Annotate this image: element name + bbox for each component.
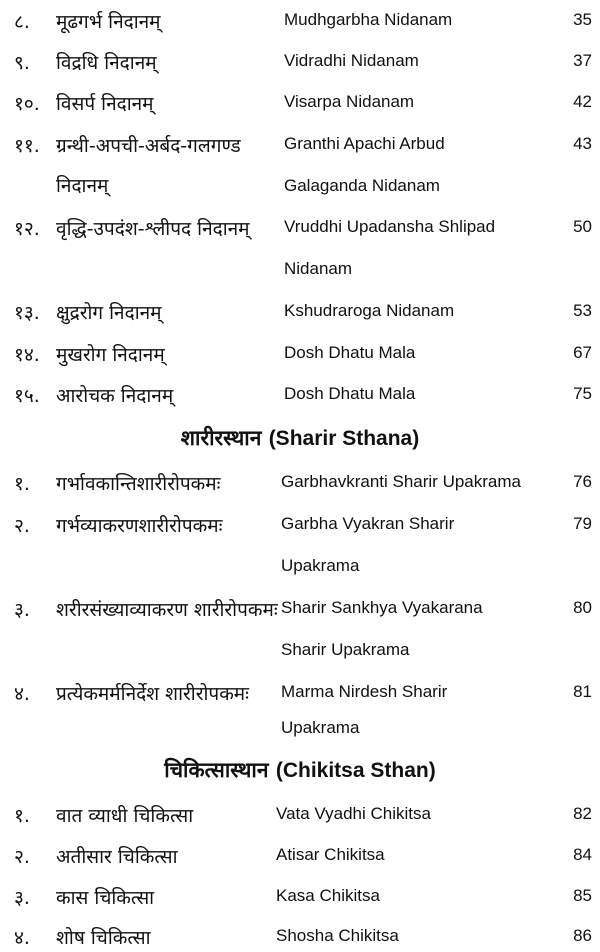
entry-number: ११.	[14, 135, 40, 157]
entry-hindi-title: प्रत्येकमर्मनिर्देश शारीरोपकमः	[56, 683, 249, 705]
toc-row	[0, 215, 600, 295]
entry-english-title: Shosha Chikitsa	[276, 926, 399, 945]
entry-hindi-title: अतीसार चिकित्सा	[56, 846, 178, 868]
entry-page: 35	[573, 10, 592, 29]
entry-page: 80	[573, 598, 592, 617]
entry-page: 37	[573, 51, 592, 70]
entry-english-title-cont: Galaganda Nidanam	[284, 176, 440, 195]
entry-page: 43	[573, 134, 592, 153]
entry-english-title: Garbhavkranti Sharir Upakrama	[281, 472, 521, 491]
entry-page: 75	[573, 384, 592, 403]
toc-row	[0, 512, 600, 592]
entry-hindi-title: मुखरोग निदानम्	[56, 344, 165, 366]
entry-english-title: Kasa Chikitsa	[276, 886, 380, 905]
entry-hindi-title: क्षुद्ररोग निदानम्	[56, 302, 162, 324]
entry-english-title-cont: Sharir Upakrama	[281, 640, 410, 659]
entry-hindi-title: शोष चिकित्सा	[56, 927, 151, 949]
entry-number: ४.	[14, 683, 30, 705]
entry-hindi-title: शरीरसंख्याव्याकरण शारीरोपकमः	[56, 599, 278, 621]
entry-number: १.	[14, 805, 30, 827]
entry-english-title: Granthi Apachi Arbud	[284, 134, 445, 153]
entry-hindi-title: कास चिकित्सा	[56, 887, 155, 909]
toc-row	[0, 49, 600, 89]
entry-hindi-title: गर्भव्याकरणशारीरोपकमः	[56, 515, 223, 537]
toc-row	[0, 8, 600, 48]
toc-row	[0, 924, 600, 952]
toc-row	[0, 132, 600, 212]
section-heading-english: (Chikitsa Sthan)	[275, 759, 436, 782]
toc-row	[0, 596, 600, 676]
entry-number: १४.	[14, 344, 40, 366]
entry-english-title: Dosh Dhatu Mala	[284, 343, 416, 362]
entry-english-title: Kshudraroga Nidanam	[284, 301, 455, 320]
entry-hindi-title: वात व्याधी चिकित्सा	[56, 805, 194, 827]
entry-english-title: Vata Vyadhi Chikitsa	[276, 804, 431, 823]
entry-number: ३.	[14, 599, 30, 621]
entry-page: 81	[573, 682, 592, 701]
entry-hindi-title: मूढगर्भ निदानम्	[56, 11, 161, 33]
entry-hindi-title: विद्रधि निदानम्	[56, 52, 157, 74]
entry-english-title: Sharir Sankhya Vyakarana	[281, 598, 483, 617]
toc-row	[0, 884, 600, 924]
toc-row	[0, 470, 600, 510]
entry-page: 42	[573, 92, 592, 111]
entry-english-title: Visarpa Nidanam	[284, 92, 415, 111]
entry-page: 67	[573, 343, 592, 362]
section-heading-english: (Sharir Sthana)	[268, 427, 420, 450]
toc-row	[0, 802, 600, 842]
entry-english-title: Vidradhi Nidanam	[284, 51, 419, 70]
entry-page: 84	[573, 845, 592, 864]
toc-row	[0, 843, 600, 883]
entry-english-title-cont: Upakrama	[281, 556, 360, 575]
entry-page: 76	[573, 472, 592, 491]
entry-page: 53	[573, 301, 592, 320]
toc-row	[0, 299, 600, 339]
entry-page: 85	[573, 886, 592, 905]
entry-number: १.	[14, 473, 30, 495]
entry-number: २.	[14, 846, 30, 868]
entry-hindi-title: गर्भावकान्तिशारीरोपकमः	[56, 473, 221, 495]
toc-row	[0, 90, 600, 130]
entry-page: 86	[573, 926, 592, 945]
entry-english-title: Marma Nirdesh Sharir	[281, 682, 448, 701]
entry-hindi-title: वृद्धि-उपदंश-श्लीपद निदानम्	[56, 218, 250, 240]
entry-number: १२.	[14, 218, 40, 240]
entry-english-title-cont: Nidanam	[284, 259, 353, 278]
entry-english-title: Atisar Chikitsa	[276, 845, 385, 864]
entry-page: 82	[573, 804, 592, 823]
entry-english-title-cont: Upakrama	[281, 718, 360, 737]
entry-hindi-title: ग्रन्थी-अपची-अर्बद-गलगण्ड	[56, 135, 241, 157]
entry-hindi-title: विसर्प निदानम्	[56, 93, 154, 115]
entry-number: १०.	[14, 93, 40, 115]
entry-page: 79	[573, 514, 592, 533]
entry-english-title: Mudhgarbha Nidanam	[284, 10, 453, 29]
entry-english-title: Garbha Vyakran Sharir	[281, 514, 455, 533]
toc-row	[0, 382, 600, 422]
section-heading-hindi: शारीरस्थान	[180, 426, 262, 450]
entry-number: २.	[14, 515, 30, 537]
entry-page: 50	[573, 217, 592, 236]
toc-row	[0, 680, 600, 760]
entry-number: १५.	[14, 385, 40, 407]
entry-hindi-title: आरोचक निदानम्	[56, 385, 174, 407]
toc-row	[0, 341, 600, 381]
section-heading-sharir-sthana	[0, 424, 600, 452]
entry-number: ९.	[14, 52, 30, 74]
section-heading-chikitsa-sthan	[0, 756, 600, 784]
entry-hindi-title-cont: निदानम्	[56, 175, 109, 197]
entry-number: १३.	[14, 302, 40, 324]
entry-number: ८.	[14, 11, 30, 33]
entry-english-title: Vruddhi Upadansha Shlipad	[284, 217, 496, 236]
section-heading-hindi: चिकित्सास्थान	[164, 758, 269, 782]
entry-english-title: Dosh Dhatu Mala	[284, 384, 416, 403]
entry-number: ३.	[14, 887, 30, 909]
entry-number: ४.	[14, 927, 30, 949]
